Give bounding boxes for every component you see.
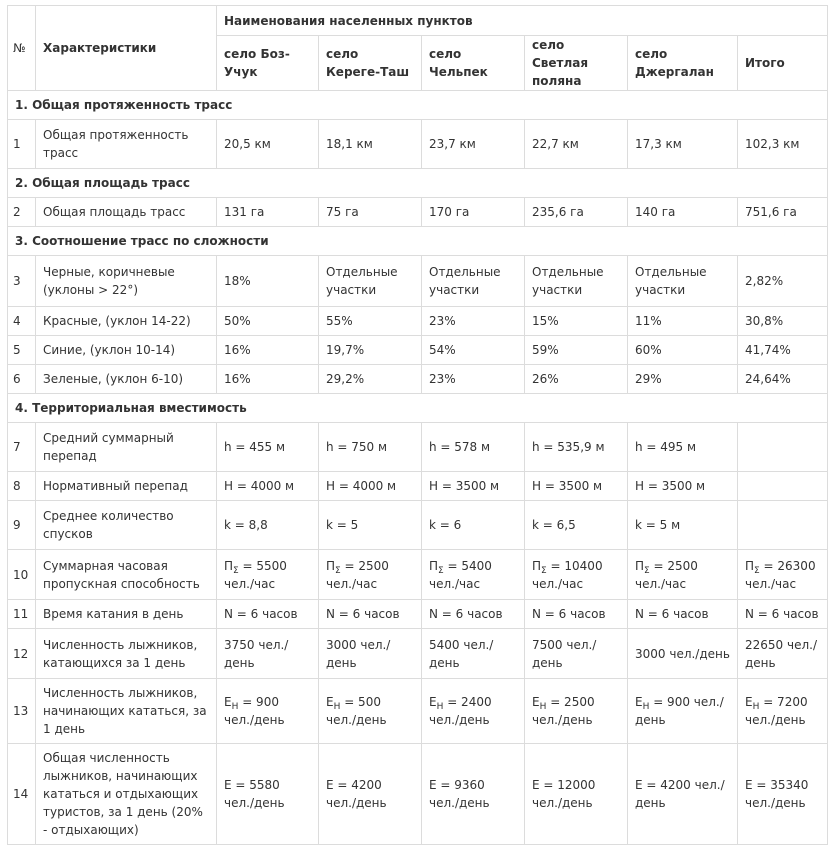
row-number: 2 [8, 198, 36, 227]
table-cell: 22650 чел./день [738, 629, 828, 679]
cell-subscript: Н [436, 702, 444, 712]
table-cell: 29% [628, 365, 738, 394]
header-column: село Чельпек [422, 36, 525, 91]
cell-subscript: Н [642, 702, 650, 712]
row-number: 6 [8, 365, 36, 394]
cell-value: = 900 чел./день [635, 695, 724, 727]
cell-subscript: Σ [541, 565, 547, 576]
row-number: 8 [8, 472, 36, 501]
table-cell: H = 4000 м [217, 472, 319, 501]
cell-subscript: Σ [335, 565, 341, 576]
table-cell: 24,64% [738, 365, 828, 394]
table-cell [738, 550, 828, 600]
cell-value: = 7200 чел./день [745, 695, 808, 727]
table-cell [738, 679, 828, 744]
table-cell: N = 6 часов [422, 600, 525, 629]
cell-value: = 900 чел./день [224, 695, 285, 727]
section-row [8, 394, 828, 423]
cell-value: = 10400 чел./час [532, 558, 603, 591]
header-settlements: Наименования населенных пунктов [217, 6, 828, 36]
table-cell: h = 495 м [628, 423, 738, 472]
table-cell [217, 550, 319, 600]
table-cell: 75 га [319, 198, 422, 227]
table-cell [525, 550, 628, 600]
table-row [8, 336, 828, 365]
section-title: 2. Общая площадь трасс [8, 169, 828, 198]
header-column: село Джергалан [628, 36, 738, 91]
row-number: 13 [8, 679, 36, 744]
row-label: Общая протяженность трасс [36, 120, 217, 169]
table-cell: N = 6 часов [217, 600, 319, 629]
table-cell: H = 3500 м [525, 472, 628, 501]
table-cell: k = 8,8 [217, 501, 319, 550]
header-column: село Боз-Учук [217, 36, 319, 91]
table-cell: k = 6 [422, 501, 525, 550]
table-cell: 59% [525, 336, 628, 365]
row-label: Суммарная часовая пропускная способность [36, 550, 217, 600]
row-label: Время катания в день [36, 600, 217, 629]
table-cell: 30,8% [738, 307, 828, 336]
table-cell: h = 535,9 м [525, 423, 628, 472]
table-cell [628, 550, 738, 600]
row-number: 7 [8, 423, 36, 472]
table-cell: Отдельные участки [628, 256, 738, 307]
table-cell: E = 12000 чел./день [525, 744, 628, 845]
cell-symbol: E [326, 695, 334, 709]
table-cell [319, 550, 422, 600]
table-cell [217, 679, 319, 744]
cell-subscript: Н [231, 702, 239, 712]
table-row [8, 550, 828, 600]
table-row [8, 472, 828, 501]
table-cell: E = 4200 чел./день [628, 744, 738, 845]
table-cell: 23,7 км [422, 120, 525, 169]
cell-subscript: Σ [438, 565, 444, 576]
table-cell: H = 3500 м [628, 472, 738, 501]
table-row [8, 629, 828, 679]
table-cell: E = 35340 чел./день [738, 744, 828, 845]
table-cell: 751,6 га [738, 198, 828, 227]
header-num: № [8, 6, 36, 91]
cell-subscript: Σ [754, 565, 760, 576]
table-cell: 5400 чел./день [422, 629, 525, 679]
table-cell: E = 4200 чел./день [319, 744, 422, 845]
row-label: Зеленые, (уклон 6-10) [36, 365, 217, 394]
table-cell [525, 679, 628, 744]
table-cell: N = 6 часов [319, 600, 422, 629]
table-cell: 3750 чел./день [217, 629, 319, 679]
table-cell: k = 5 м [628, 501, 738, 550]
table-row [8, 679, 828, 744]
cell-value: = 5400 чел./час [429, 558, 492, 591]
cell-subscript: Н [539, 702, 547, 712]
cell-symbol: П [429, 558, 439, 573]
table-row [8, 198, 828, 227]
cell-value: = 5500 чел./час [224, 558, 287, 591]
table-row [8, 365, 828, 394]
table-cell: 235,6 га [525, 198, 628, 227]
table-cell: 140 га [628, 198, 738, 227]
table-row [8, 423, 828, 472]
table-cell: h = 455 м [217, 423, 319, 472]
row-label: Нормативный перепад [36, 472, 217, 501]
cell-symbol: П [532, 558, 542, 573]
table-cell: 131 га [217, 198, 319, 227]
row-label: Среднее количество спусков [36, 501, 217, 550]
header-column: Итого [738, 36, 828, 91]
row-label: Средний суммарный перепад [36, 423, 217, 472]
section-title: 3. Соотношение трасс по сложности [8, 227, 828, 256]
cell-value: = 26300 чел./час [745, 558, 816, 591]
table-cell: H = 4000 м [319, 472, 422, 501]
cell-value: = 500 чел./день [326, 695, 387, 727]
table-cell: 170 га [422, 198, 525, 227]
table-row [8, 600, 828, 629]
table-cell [738, 472, 828, 501]
row-number: 14 [8, 744, 36, 845]
row-number: 9 [8, 501, 36, 550]
row-label: Красные, (уклон 14-22) [36, 307, 217, 336]
table-row [8, 256, 828, 307]
table-row [8, 501, 828, 550]
table-cell: 41,74% [738, 336, 828, 365]
row-number: 3 [8, 256, 36, 307]
row-label: Синие, (уклон 10-14) [36, 336, 217, 365]
table-row [8, 744, 828, 845]
cell-value: = 2500 чел./день [532, 695, 595, 727]
cell-value: = 2500 чел./час [326, 558, 389, 591]
table-row [8, 120, 828, 169]
table-cell: 23% [422, 365, 525, 394]
row-number: 5 [8, 336, 36, 365]
table-cell: Отдельные участки [525, 256, 628, 307]
table-cell: Отдельные участки [422, 256, 525, 307]
table-cell: h = 578 м [422, 423, 525, 472]
table-cell: N = 6 часов [628, 600, 738, 629]
table-cell: 18% [217, 256, 319, 307]
cell-symbol: П [635, 558, 645, 573]
section-title: 4. Территориальная вместимость [8, 394, 828, 423]
ski-trails-table [7, 5, 828, 845]
header-column: село Светлая поляна [525, 36, 628, 91]
table-cell: 7500 чел./день [525, 629, 628, 679]
table-cell: Отдельные участки [319, 256, 422, 307]
cell-subscript: Σ [644, 565, 650, 576]
row-label: Численность лыжников, катающихся за 1 день [36, 629, 217, 679]
table-cell: k = 5 [319, 501, 422, 550]
table-cell: 11% [628, 307, 738, 336]
section-row [8, 169, 828, 198]
header-characteristics: Характеристики [36, 6, 217, 91]
cell-value: = 2500 чел./час [635, 558, 698, 591]
table-cell: 3000 чел./день [628, 629, 738, 679]
table-cell: 23% [422, 307, 525, 336]
cell-subscript: Σ [233, 565, 239, 576]
cell-symbol: E [635, 695, 643, 709]
row-label: Численность лыжников, начинающих кататься, за 1 день [36, 679, 217, 744]
row-label: Общая численность лыжников, начинающих кататься и отдыхающих туристов, за 1 день (20% - отдыхающих) [36, 744, 217, 845]
table-cell: N = 6 часов [525, 600, 628, 629]
table-cell: 2,82% [738, 256, 828, 307]
row-label: Общая площадь трасс [36, 198, 217, 227]
cell-symbol: E [745, 695, 753, 709]
table-cell: h = 750 м [319, 423, 422, 472]
table-cell: 22,7 км [525, 120, 628, 169]
table-cell: 18,1 км [319, 120, 422, 169]
table-cell: E = 5580 чел./день [217, 744, 319, 845]
table-cell [738, 501, 828, 550]
section-row [8, 91, 828, 120]
table-cell: 3000 чел./день [319, 629, 422, 679]
table-cell: 26% [525, 365, 628, 394]
cell-symbol: E [532, 695, 540, 709]
table-cell: E = 9360 чел./день [422, 744, 525, 845]
table-cell: 54% [422, 336, 525, 365]
table-cell [738, 423, 828, 472]
row-number: 10 [8, 550, 36, 600]
row-number: 12 [8, 629, 36, 679]
row-number: 11 [8, 600, 36, 629]
table-cell [422, 550, 525, 600]
table-cell: 55% [319, 307, 422, 336]
cell-subscript: Н [752, 702, 760, 712]
table-row [8, 307, 828, 336]
cell-value: = 2400 чел./день [429, 695, 492, 727]
section-title: 1. Общая протяженность трасс [8, 91, 828, 120]
table-cell: 16% [217, 365, 319, 394]
cell-symbol: E [224, 695, 232, 709]
table-cell: H = 3500 м [422, 472, 525, 501]
row-number: 1 [8, 120, 36, 169]
row-number: 4 [8, 307, 36, 336]
cell-symbol: П [224, 558, 234, 573]
cell-symbol: П [745, 558, 755, 573]
table-cell: 60% [628, 336, 738, 365]
table-cell: 15% [525, 307, 628, 336]
section-row [8, 227, 828, 256]
table-cell [628, 679, 738, 744]
table-cell: 102,3 км [738, 120, 828, 169]
header-column: село Кереге-Таш [319, 36, 422, 91]
table-cell: 17,3 км [628, 120, 738, 169]
table-cell: 50% [217, 307, 319, 336]
table-cell: 29,2% [319, 365, 422, 394]
table-cell: 16% [217, 336, 319, 365]
table-cell: 20,5 км [217, 120, 319, 169]
cell-symbol: П [326, 558, 336, 573]
table-cell: N = 6 часов [738, 600, 828, 629]
table-cell: k = 6,5 [525, 501, 628, 550]
table-cell [422, 679, 525, 744]
table-cell [319, 679, 422, 744]
cell-symbol: E [429, 695, 437, 709]
cell-subscript: Н [333, 702, 341, 712]
table-cell: 19,7% [319, 336, 422, 365]
row-label: Черные, коричневые (уклоны > 22°) [36, 256, 217, 307]
